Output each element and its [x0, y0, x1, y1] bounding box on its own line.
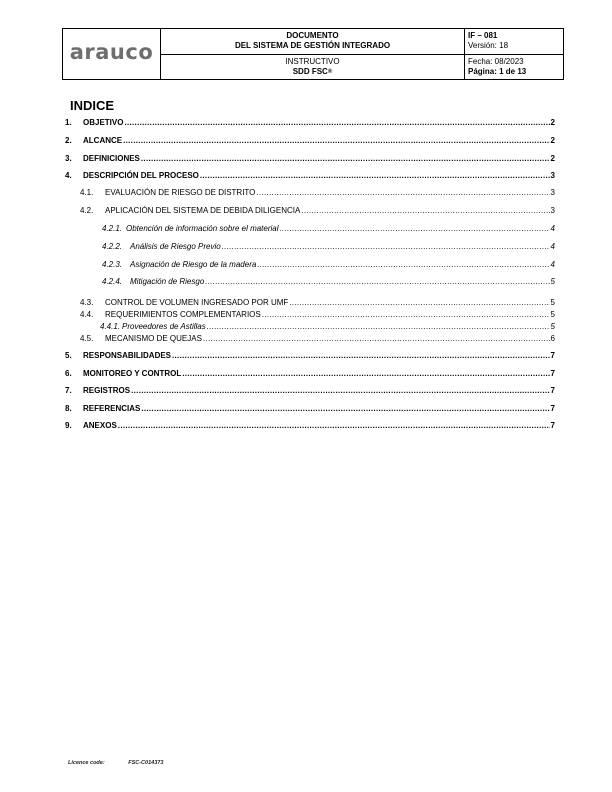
document-code: IF – 081: [468, 31, 498, 41]
toc-entry-title: RESPONSABILIDADES: [83, 351, 172, 360]
toc-entry-title: MONITOREO Y CONTROL: [83, 369, 182, 378]
toc-entry-title: DEFINICIONES: [83, 154, 140, 163]
toc-entry-page: 2: [550, 154, 555, 163]
toc-leader-dots: [118, 421, 550, 430]
toc-leader-dots: [301, 206, 549, 215]
document-title: [161, 29, 465, 55]
toc-entry[interactable]: [65, 171, 555, 181]
toc-entry[interactable]: [102, 260, 555, 270]
toc-entry-number: 4.3.: [80, 298, 94, 307]
toc-entry-number: 6.: [65, 369, 72, 378]
doc-line2: DEL SISTEMA DE GESTIÓN INTEGRADO: [234, 41, 391, 51]
toc-entry-page: 7: [550, 351, 555, 360]
toc-entry[interactable]: [65, 351, 555, 361]
toc-entry-title: Asignación de Riesgo de la madera: [130, 260, 257, 269]
toc-entry[interactable]: [65, 136, 555, 146]
doc-type: INSTRUCTIVO: [285, 56, 340, 66]
toc-entry-page: 5: [550, 322, 555, 331]
toc-leader-dots: [203, 334, 550, 343]
toc-leader-dots: [207, 322, 550, 331]
toc-entry-number: 4.2.4.: [102, 277, 123, 286]
toc-entry-number: 7.: [65, 386, 72, 395]
toc-entry-title: MECANISMO DE QUEJAS: [105, 334, 202, 343]
registered-mark: ®: [327, 68, 333, 75]
logo-cell: [63, 29, 161, 80]
toc-entry-title: REFERENCIAS: [83, 404, 141, 413]
toc-entry[interactable]: [65, 421, 555, 431]
doc-line1: DOCUMENTO: [286, 31, 339, 41]
toc-leader-dots: [205, 277, 549, 286]
toc-entry-page: 4: [550, 260, 555, 269]
toc-entry-number: 4.4.1.: [100, 322, 121, 331]
toc-entry-page: 5: [550, 277, 555, 286]
toc-entry-number: 4.2.2.: [102, 242, 123, 251]
toc-leader-dots: [131, 386, 549, 395]
toc-leader-dots: [262, 310, 550, 319]
toc-leader-dots: [280, 224, 550, 233]
toc-entry[interactable]: [65, 154, 555, 164]
toc-entry[interactable]: [102, 242, 555, 252]
document-page: Página: 1 de 13: [468, 66, 527, 76]
toc-entry-number: 4.1.: [80, 188, 94, 197]
footer: [68, 760, 185, 766]
code-version-cell: [465, 29, 564, 55]
toc-entry-number: 9.: [65, 421, 72, 430]
licence-code: FSC-C014373: [128, 760, 164, 766]
toc-entry[interactable]: [80, 334, 555, 344]
toc-entry-page: 7: [550, 386, 555, 395]
doc-subject: SDD FSC: [292, 66, 328, 76]
toc-entry-title: APLICACIÓN DEL SISTEMA DE DEBIDA DILIGENCIA: [105, 206, 301, 215]
toc-entry-page: 2: [550, 136, 555, 145]
toc-leader-dots: [257, 260, 549, 269]
document-version: Versión: 18: [468, 41, 509, 51]
toc-entry-page: 3: [550, 188, 555, 197]
toc-entry-title: Proveedores de Astillas: [122, 322, 206, 331]
toc-entry[interactable]: [80, 298, 555, 308]
toc-entry-page: 3: [550, 206, 555, 215]
toc-entry-title: CONTROL DE VOLUMEN INGRESADO POR UMF: [105, 298, 289, 307]
toc-entry[interactable]: [65, 386, 555, 396]
toc-entry[interactable]: [80, 206, 555, 216]
toc-entry[interactable]: [100, 322, 555, 332]
toc-leader-dots: [256, 188, 549, 197]
toc-entry-page: 6: [550, 334, 555, 343]
toc-entry-number: 5.: [65, 351, 72, 360]
toc-leader-dots: [182, 369, 549, 378]
toc-entry-number: 8.: [65, 404, 72, 413]
toc-entry-page: 3: [550, 171, 555, 180]
toc-leader-dots: [141, 404, 549, 413]
index-title: INDICE: [70, 98, 115, 113]
toc-entry-number: 4.: [65, 171, 72, 180]
toc-entry-number: 4.5.: [80, 334, 94, 343]
toc-entry-number: 2.: [65, 136, 72, 145]
toc-entry[interactable]: [102, 277, 555, 287]
document-date: Fecha: 08/2023: [468, 56, 524, 66]
toc-leader-dots: [172, 351, 550, 360]
licence-label: Licence code:: [68, 760, 105, 766]
arauco-logo: arauco: [69, 39, 154, 64]
toc-leader-dots: [200, 171, 550, 180]
toc-leader-dots: [289, 298, 549, 307]
toc-entry[interactable]: [80, 188, 555, 198]
toc-leader-dots: [141, 154, 550, 163]
toc-entry-title: REGISTROS: [83, 386, 131, 395]
toc-entry-page: 2: [550, 118, 555, 127]
toc-entry[interactable]: [65, 404, 555, 414]
toc-entry-page: 4: [550, 242, 555, 251]
toc-entry-title: Obtención de información sobre el material: [126, 224, 279, 233]
toc-entry[interactable]: [65, 118, 555, 128]
date-page-cell: [465, 54, 564, 80]
toc-entry-title: ALCANCE: [83, 136, 123, 145]
toc-entry-number: 4.2.1.: [102, 224, 123, 233]
toc-entry-title: Análisis de Riesgo Previo: [130, 242, 221, 251]
toc-leader-dots: [124, 118, 549, 127]
toc-entry-page: 7: [550, 404, 555, 413]
toc-entry[interactable]: [80, 310, 555, 320]
toc-entry-page: 5: [550, 310, 555, 319]
toc-entry-number: 3.: [65, 154, 72, 163]
toc-entry-page: 7: [550, 369, 555, 378]
toc-entry-title: DESCRIPCIÓN DEL PROCESO: [83, 171, 199, 180]
toc-entry-page: 4: [550, 224, 555, 233]
toc-entry[interactable]: [102, 224, 555, 234]
toc-leader-dots: [222, 242, 550, 251]
toc-entry-number: 4.2.3.: [102, 260, 123, 269]
toc-entry-title: ANEXOS: [83, 421, 117, 430]
toc-entry-number: 1.: [65, 118, 72, 127]
toc-entry-number: 4.2.: [80, 206, 94, 215]
document-type-cell: [161, 54, 465, 80]
toc-entry-page: 5: [550, 298, 555, 307]
toc-entry[interactable]: [65, 369, 555, 379]
toc-entry-title: EVALUACIÓN DE RIESGO DE DISTRITO: [105, 188, 256, 197]
toc-leader-dots: [123, 136, 549, 145]
toc-entry-title: Mitigación de Riesgo: [130, 277, 205, 286]
toc-entry-number: 4.4.: [80, 310, 94, 319]
document-header: [62, 28, 564, 80]
toc-entry-page: 7: [550, 421, 555, 430]
toc-entry-title: REQUERIMIENTOS COMPLEMENTARIOS: [105, 310, 261, 319]
toc-entry-title: OBJETIVO: [83, 118, 124, 127]
